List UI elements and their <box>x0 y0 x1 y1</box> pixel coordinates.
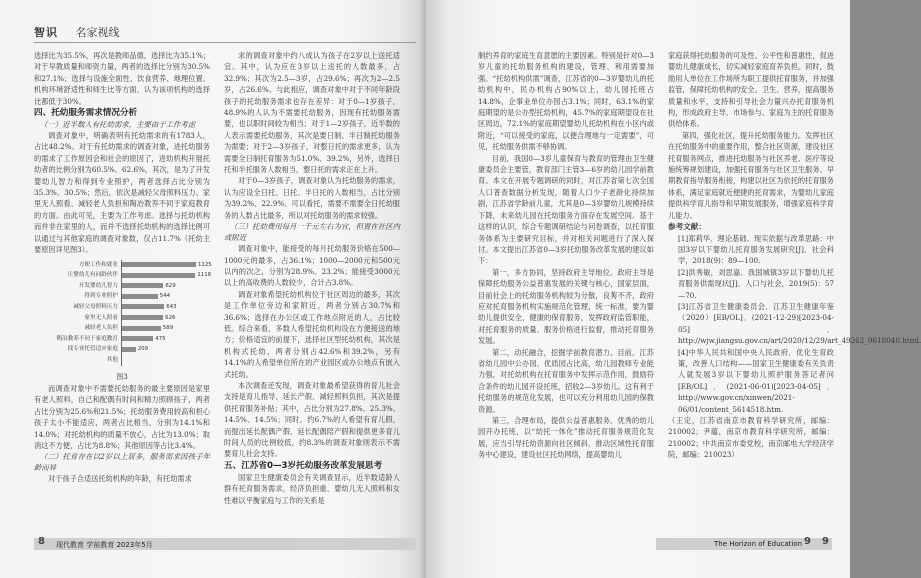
footer-journal-right: The Horizon of Education <box>714 540 803 548</box>
right-column-2 <box>668 50 921 532</box>
body-paragraph: 第一，多方协同，坚持政府主导地位。政府主导是保障托幼服务公益普惠发展的关键与核心，国家层面，目前社会上的托幼服务机构较为分散，良莠不齐，政府应对托育服务机构实施规范化管理，统一标准，要为婴幼儿提供安全、健康的保育服务，发挥政府监管职能，对托育服务的质量、服务价格进行监督，推动托育服务发展。 <box>478 267 654 346</box>
body-paragraph: 第二，动托融合，挖掘学前教育潜力。目前，江苏省幼儿园中公办园、优质园占比高，幼儿园教师专业能力强，对托幼机构在托育服务中发挥示范作用，鼓励符合条件的幼儿园开设托班，招收2—3岁幼儿。这有利于托幼服务的规范化发展，也可以充分利用幼儿园的保教资源。 <box>478 347 654 414</box>
chart-value-label: 629 <box>165 282 176 289</box>
chart-category-label: 开发婴幼儿智力 <box>78 282 118 289</box>
chart-category-label: 陶冶教养不同于家庭教育 <box>56 335 118 342</box>
chart-bar <box>122 262 196 267</box>
page-number-right: 9 <box>804 536 811 547</box>
page-number-left: 8 <box>38 536 45 547</box>
body-paragraph: 第三，合理布局，提供公益普惠服务。优秀的幼儿园开办托班，以“幼托一体化”推动托育服务规范化发展，应当引导托幼资源向社区倾斜、推动区域性托育服务中心建设，建设社区托幼网络，提高婴幼儿 <box>478 416 654 460</box>
body-paragraph: 求的调查对象中约八成认为孩子在2岁以上送托适宜。其中，认为应在3岁以上送托的人数最多，占32.9%；其次为2.5—3岁，占29.6%；再次为2—2.5岁，占26.6%。与此相应，调查对象中对于不同年龄段孩子的托幼服务需求也存在差异：对于0—1岁孩子，48.9%的人认为不需要托幼服务，因现有托幼服务需要，也以职时间较为相当；对于1—2岁孩子，近半数的人表示需要托幼服务，其次是要日制、半日制托幼服务为需要；对于2—3岁孩子，对整日托的需求更多，认为需要全日制托育服务为51.0%、39.2%，另外，选择日托和半托服务人数相当，整日托的需求正在上升。 <box>224 51 400 175</box>
body-paragraph: 家庭获得托幼服务的可及性、公平性和普惠性，促进婴幼儿健康成长，切实减轻家庭育养负担。同时，鼓励用人单位在工作场所为职工提供托育服务，并加强监管，保障托幼机构的安全、卫生、营养，提高服务质量和水平，支持和引导社会力量兴办托育服务机构，形成政府主导、市场参与、家庭为主的托育服务供给体系。 <box>668 51 834 129</box>
figure-caption: 图3 <box>116 372 128 381</box>
body-paragraph: 目前，我国0—3岁儿童保育与教育的管理由卫生健康委员会主要管，教育部门主管3—6岁的幼儿园学前教育。本文在开展专题调研的同时，对江苏省第七次全国人口普查数据分析发现，随着人口少子老龄化持续加剧，江苏省学龄前儿童，尤其是0—3岁婴幼儿规模持续下降，未来幼儿园在托幼服务方面存在发展空间。基于这样的认识，综合专题调研结论与问卷调查，以托育服务体系为主要研究目标，并对相关问题进行了深入探讨。本文提出江苏省0—3岁托幼服务改革发展的建议如下： <box>478 153 654 266</box>
chart-category-label: 找专业托管适应家庭 <box>67 346 118 353</box>
right-page <box>426 0 921 578</box>
body-paragraph: 本次调查还发现，调查对象最希望获得的育儿社会支持是育儿指导、延长产假、减轻照料负担，其次是提供托育服务补贴；其中，占比分别为27.8%、25.3%、14.5%、14.5%；同时，约6.7%的人希望有育儿假，而提出延长配偶产假、延长配偶陪产假和提供更多育儿时间人员的比例较低，约8.3%的调查对象则表示不需要育儿社会支持。 <box>224 380 400 459</box>
bar-chart-figure <box>34 260 210 370</box>
chart-value-label: 643 <box>166 303 177 310</box>
chart-value-label: 544 <box>159 293 171 300</box>
chart-value-label: 475 <box>155 335 166 342</box>
subsection-heading: （二）托育存在以2岁以上居多，服务需求因孩子年龄而异 <box>34 452 210 473</box>
body-paragraph: 调查对象中，能接受的每月托幼服务价格在500—1000元的最多，占36.1%；1000—2000元和500元以内的次之，分别为28.9%、23.2%；能接受3000元以上的高收费的人数较少，合计占3.8%。 <box>224 244 400 288</box>
subsection-heading: （一）近半数人有托幼需求，主要由于工作考虑 <box>40 120 196 130</box>
chart-category-label: 让婴幼儿有同龄伙伴 <box>67 272 118 279</box>
left-page <box>0 0 424 578</box>
header-brand: 智识 <box>34 26 58 39</box>
section-heading: 五、江苏省0—3岁托幼服务改革发展思考 <box>224 460 383 471</box>
body-paragraph: 调查对象希望托幼机构位于社区周边的最多，其次是工作单位旁边和家附近，两者分别占30.7%和36.6%；选择在办公区或工作地点附近的人，占比较低。综合来看，多数人希望托幼机构设在方便接送的地方；价格适宜的前提下，选择社区型托幼机构，其次是机构式托幼，两者分别占42.6%和39.2%，另有14.1%的人希望单位所在的产业园区或办公地点有嵌入式托幼。 <box>224 289 400 379</box>
body-paragraph: （王定，江苏省南京市教育科学研究所，邮编：210002；尹蕴，南京市教育科学研究所，邮编：210002；中共南京市委党校，南京邮电大学经济学院，邮编：210023） <box>668 416 834 460</box>
chart-bar <box>122 273 195 278</box>
chart-value-label: 209 <box>137 346 149 353</box>
left-column-2 <box>224 50 400 532</box>
chart-value-label: 1125 <box>198 261 212 268</box>
chart-bar <box>122 347 136 352</box>
body-paragraph: 第四，强化社区，提升托幼服务能力。发挥社区在托幼服务中的重要作用，整合社区资源，建设社区托育服务网点，推进托幼服务与社区养老、医疗等设施统筹规划建设，加强托育服务与社区卫生服务、早期教育指导服务衔接，构建以社区为依托的托育服务体系，满足家庭就近便捷的托育需求，为婴幼儿家庭提供科学育儿指导和早期发展服务，增强家庭科学育儿能力。 <box>668 130 834 220</box>
references-heading: 参考文献： <box>668 222 706 232</box>
chart-bar <box>122 294 158 299</box>
page-number-right-outer: 9 <box>822 536 829 547</box>
reference-entry: [1]郑莉华．理论基础、现实依据与改革思路：中国3岁以下婴幼儿托育服务发展研究[J]．社会科学，2018(9)：89—100. <box>678 233 834 266</box>
body-paragraph: 选择比为35.5%，再次是教师品德，选择比为35.1%；对于早教质量和师资力量，两者的选择比分别为30.5%和27.1%；选择与设施全面性、饮食营养、地理位置、机构环境舒适性和师生比等方面，认为该项机构的选择比都低于30%。 <box>34 51 210 106</box>
reference-entry: [4]中华人民共和国中央人民政府．优化生育政策，改善人口结构——国家卫生健康委有关负责人就发展3岁以下婴幼儿照护服务答记者问[EB/OL]．(2021-06-01)[2023-04-05]．http://www.gov.cn/xinwen/2021-06/01/content_5614518.htm. <box>678 347 834 414</box>
chart-value-label: 1116 <box>197 272 212 279</box>
chart-category-label: 减轻父母照料压力 <box>73 303 118 310</box>
chart-category-label: 减轻老人负担 <box>84 325 118 332</box>
chart-category-label: 其他 <box>106 356 118 363</box>
chart-category-label: 家里无人照看 <box>84 314 118 321</box>
page-header <box>34 24 120 40</box>
body-paragraph: 对于孩子合适送托幼机构的年龄，有托幼需求 <box>48 474 192 484</box>
body-paragraph: 而调查对象中不需要托幼服务的最主要原因是家里有老人照料，自己和配偶有时间和精力照顾孩子，两者占比分别为25.6%和21.5%；托幼服务费用较高和担心孩子太小不能适应，两者占比相当，分别为14.1%和14.0%；对托幼机构的质量不放心，占比为13.0%；取消这不方便，占比为8.8%；其他原因等占比3.4%。 <box>34 383 210 450</box>
chart-value-label: 626 <box>165 314 176 321</box>
reference-entry: [3]江苏省卫生健康委员会．江苏卫生健康年鉴（2020）[EB/OL]．(2021-12-29)[2023-04-05]．http://wjw.jiangsu.gov.cn/art/2020/12/29/art_49262_9618040.html. <box>678 301 921 346</box>
body-paragraph: 国家卫生健康委员会有关调查显示，近半数适龄人群有托育服务需求，经济负担重、婴幼儿无人照料和女性难以平衡家庭与工作的关系是 <box>224 472 400 505</box>
body-paragraph: 对于0—3岁孩子，调查对象认为托幼服务的需求，认为应设全日托、日托、半日托的人数相当，占比分别为39.2%、22.9%、可以看托，需要不需要全日托幼服务的人数占比最多，所以对托幼服务的需求较强。 <box>224 176 400 220</box>
header-rule <box>34 42 416 43</box>
left-column-1 <box>34 50 210 532</box>
chart-category-label: 得到专业照护 <box>84 293 118 300</box>
subsection-heading: （三）托幼费用每月一千元左右为宜，但置在社区内或附近 <box>224 222 400 243</box>
body-paragraph: 调查对象中，明确表明有托幼需求的有1783人，占比48.2%。对于有托幼需求的调查对象，进托幼服务的需求了工作原因会和社会的原因了，进幼机构开展托幼者的比例分别为60.5%、62.6%，其次，是为了开发婴幼儿智力和得到专业照护，两者选择占比分别为35.3%、30.5%；然后，依次是减轻父母照料压力、家里无人照看、减轻老人负担和陶冶教养不同于家庭教育的方面。由此可见，主要为工作考虑。选择与托幼机构而并非在家里的人，而并不选择托幼机构的选择比例可以通过与其他家庭的调查对象数，仅占11.7%（托幼主要原因详见图3）。 <box>34 131 210 255</box>
section-heading: 四、托幼服务需求情况分析 <box>34 108 138 119</box>
chart-bar <box>122 283 163 288</box>
chart-bar <box>122 315 163 320</box>
reference-entry: [2]洪秀敏，刘思嘉．我国城镇3岁以下婴幼儿托育服务供需现状[J]．人口与社会，2019(5)：57—70. <box>678 267 834 300</box>
chart-value-label: 589 <box>162 325 174 332</box>
body-paragraph: 制约养育的家庭生育意愿的主要因素。特别是针对0—3岁儿童的托幼服务机构的建设，管理、利用需要加强。“托幼机构供需”调查，江苏省的0—3岁婴幼儿的托幼机构中，民办机构占90%以上，幼儿园托班占14.8%，企事业单位办园占3.1%；同时，63.1%的家庭期望的是公办型托幼机构，45.7%的家庭期望设在社区周边，72.1%的家庭期望婴幼儿托幼机构在小区内或附近，“可以接受的家庭，以便合理地与一定需要”，可见，托幼服务供需不够协调。 <box>478 51 654 152</box>
footer-journal-left: 现代教育 学前教育 2023年5月 <box>56 541 153 549</box>
right-column-1 <box>478 50 654 532</box>
chart-category-label: 方便工作和就业 <box>78 261 118 268</box>
header-section: 名家视线 <box>75 26 120 39</box>
chart-bar <box>122 336 153 341</box>
chart-bar <box>122 326 161 331</box>
chart-bar <box>122 304 164 309</box>
